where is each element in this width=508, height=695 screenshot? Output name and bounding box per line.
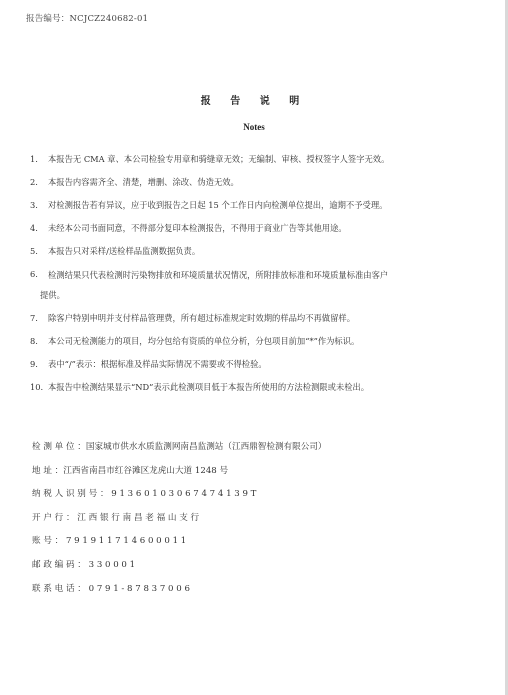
note-text: 表中“/”表示：根据标准及样品实际情况不需要或不得检验。 xyxy=(48,359,267,369)
note-item xyxy=(30,246,490,257)
page-subtitle: Notes xyxy=(243,122,265,132)
bank-name: 开 户 行 ： 江 西 银 行 南 昌 老 福 山 支 行 xyxy=(32,512,200,523)
note-text-continuation: 提供。 xyxy=(40,290,65,300)
tax-id: 纳 税 人 识 别 号 ： 9 1 3 6 0 1 0 3 0 6 7 4 7 4 1 3 9 T xyxy=(32,489,257,500)
postcode: 邮 政 编 码 ： 3 3 0 0 0 1 xyxy=(32,559,136,570)
note-text: 本报告内容需齐全、清楚，增删、涂改、伪造无效。 xyxy=(48,177,239,187)
note-text: 本报告只对采样/送检样品监测数据负责。 xyxy=(48,246,201,256)
note-item xyxy=(30,177,490,188)
note-item xyxy=(30,359,490,370)
note-number: 9. xyxy=(30,359,38,369)
testing-unit: 检 测 单 位 ：国家城市供水水质监测网南昌监测站（江西鼎智检测有限公司） xyxy=(32,442,327,452)
phone-number: 联 系 电 话 ： 0 7 9 1 - 8 7 8 3 7 0 0 6 xyxy=(32,583,190,594)
note-item xyxy=(30,223,490,234)
note-number: 4. xyxy=(30,223,38,233)
report-number: 报告编号：NCJCZ240682-01 xyxy=(26,14,149,24)
notes-list xyxy=(30,154,490,405)
note-number: 10. xyxy=(30,382,44,392)
note-text: 本报告中检测结果显示“ND”表示此检测项目低于本报告所使用的方法检测限或未检出。 xyxy=(48,382,370,392)
note-number: 2. xyxy=(30,177,38,187)
note-number: 1. xyxy=(30,154,38,164)
note-text: 未经本公司书面同意，不得部分复印本检测报告，不得用于商业广告等其他用途。 xyxy=(48,223,347,233)
note-text xyxy=(40,265,490,305)
note-number: 8. xyxy=(30,336,38,346)
note-item xyxy=(30,200,490,211)
note-number: 6. xyxy=(30,269,38,279)
note-item xyxy=(30,269,490,305)
page-title: 报 告 说 明 xyxy=(200,96,308,107)
note-number: 7. xyxy=(30,313,38,323)
company-address: 地 址 ：江西省南昌市红谷滩区龙虎山大道 1248 号 xyxy=(32,465,229,476)
note-text: 除客户特别申明并支付样品管理费，所有超过标准规定时效期的样品均不再做留样。 xyxy=(48,313,355,323)
note-item xyxy=(30,313,490,324)
note-text: 对检测报告若有异议，应于收到报告之日起 15 个工作日内向检测单位提出，逾期不予受理。 xyxy=(48,200,388,210)
note-item xyxy=(30,154,490,165)
note-number: 3. xyxy=(30,200,38,210)
note-item xyxy=(30,336,490,347)
note-item xyxy=(30,382,490,393)
note-number: 5. xyxy=(30,246,38,256)
company-info xyxy=(32,440,482,605)
note-text: 本报告无 CMA 章、本公司检验专用章和骑缝章无效；无编制、审核、授权签字人签字无效。 xyxy=(48,154,390,164)
note-text-line: 检测结果只代表检测时污染物排放和环境质量状况情况，所附排放标准和环境质量标准由客户 xyxy=(48,270,389,280)
note-text: 本公司无检测能力的项目，均分包给有资质的单位分析，分包项目前加“*”作为标识。 xyxy=(48,336,360,346)
bank-account: 账 号 ： 7 9 1 9 1 1 7 1 4 6 0 0 0 1 1 xyxy=(32,536,187,547)
